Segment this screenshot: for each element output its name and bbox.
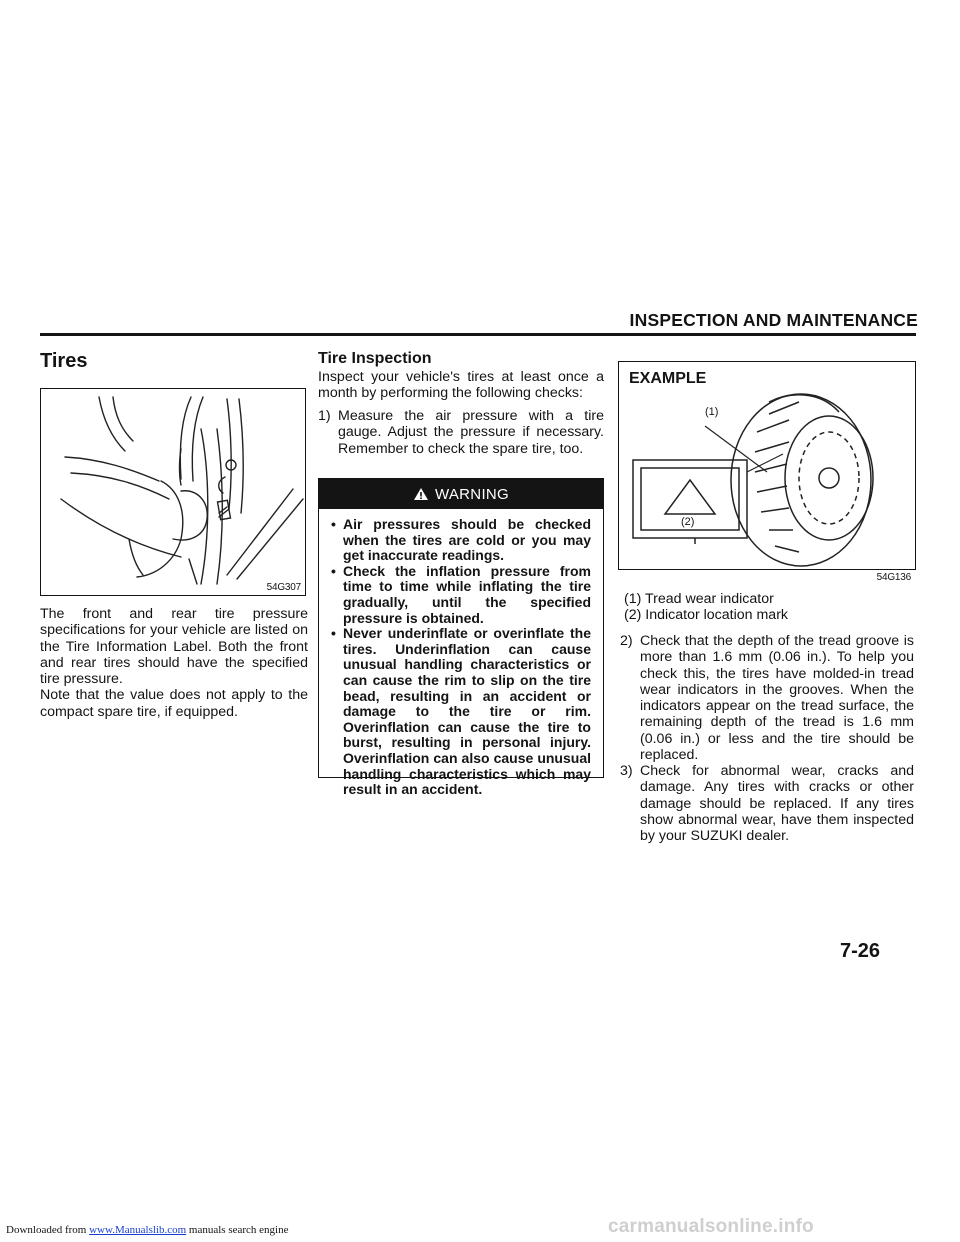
step-text: Measure the air pressure with a tire gauge. Adjust the pressure if necessary. Remember to check the spare tire, too. bbox=[338, 408, 604, 457]
figure-code: 54G307 bbox=[266, 582, 301, 593]
step-number: 2) bbox=[620, 633, 633, 649]
footer-prefix: Downloaded from bbox=[6, 1224, 90, 1236]
tire-tread-illustration bbox=[619, 362, 914, 568]
callout-2: (2) bbox=[681, 516, 695, 528]
inspection-step bbox=[318, 408, 604, 457]
watermark: carmanualsonline.info bbox=[608, 1216, 814, 1237]
step-number: 1) bbox=[318, 408, 331, 424]
footer-suffix: manuals search engine bbox=[186, 1224, 289, 1236]
tires-title: Tires bbox=[40, 350, 88, 372]
door-pillar-illustration bbox=[41, 389, 304, 594]
tires-paragraph: Note that the value does not apply to the compact spare tire, if equipped. bbox=[40, 687, 308, 720]
tires-paragraph: The front and rear tire pressure specifications for your vehicle are listed on the Tire Information Label. Both the front and rear tires should have the specified tire pressure. bbox=[40, 606, 308, 688]
legend-item: (2) Indicator location mark bbox=[624, 607, 789, 624]
inspection-intro: Inspect your vehicle's tires at least once a month by performing the following checks: bbox=[318, 369, 604, 402]
tire-inspection-title: Tire Inspection bbox=[318, 350, 432, 367]
warning-header bbox=[319, 479, 603, 509]
warning-box bbox=[318, 478, 604, 798]
example-figure bbox=[618, 361, 916, 583]
manualslib-link[interactable]: www.Manualslib.com bbox=[89, 1224, 187, 1236]
figure-code: 54G136 bbox=[876, 572, 911, 583]
download-footer bbox=[6, 1224, 288, 1236]
callout-1: (1) bbox=[705, 406, 719, 418]
section-header: INSPECTION AND MAINTENANCE bbox=[629, 310, 918, 330]
example-legend bbox=[624, 591, 914, 624]
tire-label-figure bbox=[40, 388, 306, 596]
step-text: Check that the depth of the tread groove is more than 1.6 mm (0.06 in.). To help you check this, the tires have molded-in tread wear indicators in the grooves. When the indicators appear on the tread surface, the remaining depth of the tread is 1.6 mm (0.06 in.) or less and the tire should be replaced. bbox=[640, 633, 914, 764]
warning-item: • Air pressures should be checked when the tires are cold or you may get inaccurate readings. bbox=[331, 517, 591, 564]
page-number: 7-26 bbox=[840, 940, 881, 962]
inspection-step bbox=[620, 633, 914, 763]
warning-item: • Check the inflation pressure from time to time while inflating the tire gradually, until the specified pressure is obtained. bbox=[331, 564, 591, 626]
tires-description bbox=[40, 606, 308, 720]
warning-label: WARNING bbox=[434, 485, 510, 503]
step-number: 3) bbox=[620, 763, 633, 779]
example-title: EXAMPLE bbox=[629, 370, 707, 387]
inspection-step bbox=[620, 763, 914, 844]
warning-list bbox=[319, 509, 603, 798]
warning-item: • Never underinflate or overinflate the tires. Underinflation can cause unusual handling characteristics or can cause the rim to slip on the tire bead, resulting in an accident or damage to the tire or rim. Overinflation can cause the tire to burst, resulting in personal injury. Overinflation can also cause unusual handling characteristics which may result in an accident. bbox=[331, 626, 591, 798]
legend-item: (1) Tread wear indicator bbox=[624, 591, 774, 607]
header-rule bbox=[40, 333, 916, 336]
step-text: Check for abnormal wear, cracks and damage. Any tires with cracks or other damage should be replaced. If any tires show abnormal wear, have them inspected by your SUZUKI dealer. bbox=[640, 763, 914, 845]
warning-triangle-icon bbox=[413, 487, 429, 501]
